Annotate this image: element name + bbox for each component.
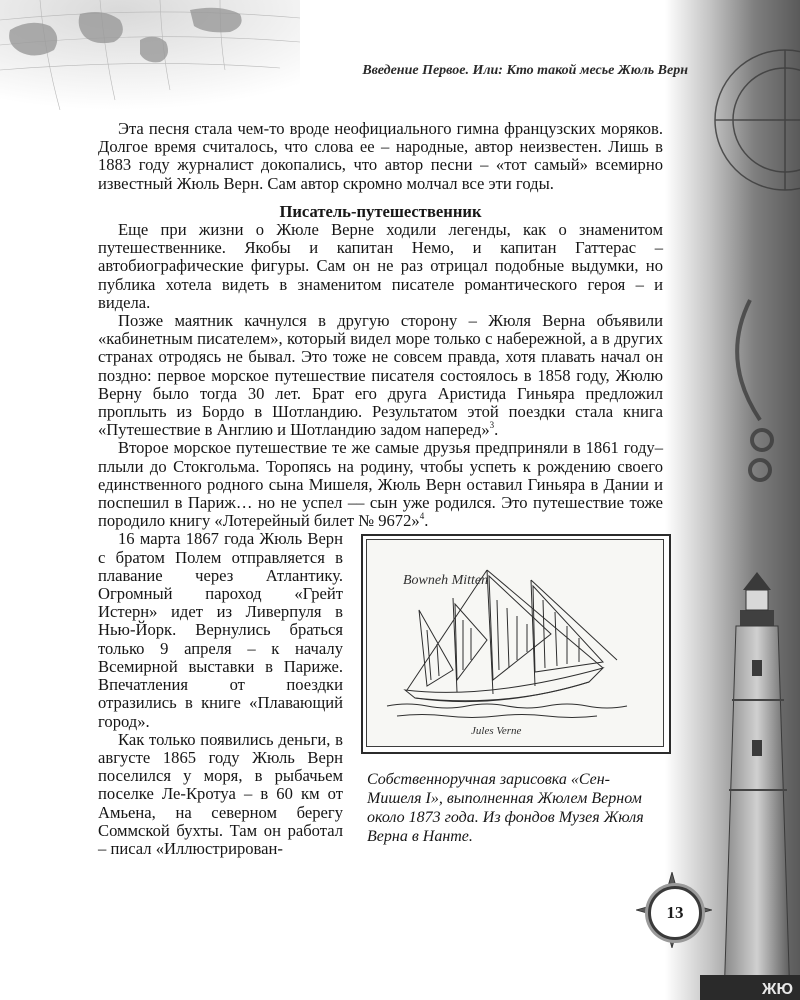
footnote-ref[interactable]: 4 [419, 510, 425, 521]
svg-text:ЖЮ: ЖЮ [762, 981, 793, 998]
paragraph: Как только появились деньги, в августе 1865 году Жюль Верн поселился у моря, в рыбачьем поселке Ле-Кротуа – в 60 км от Амьена, на северном берегу Соммской бухты. Там он работал – писал «Иллюстрирован- [98, 729, 343, 858]
paragraph-text: Второе морское путешествие те же самые друзья предприняли в 1861 году– плыли до Стокгольма. Торопясь на родину, чтобы успеть к рождению своего единственного родного сына Мишеля, Жюль Верн оставил Гиньяра в Дании и поспешил в Париж… но не успел –– сын уже родился. Это путешествие тоже породило книгу «Лотерейный билет № 9672» [98, 438, 663, 531]
page-number: 13 [666, 903, 684, 922]
figure [361, 534, 667, 846]
paragraph: 16 марта 1867 года Жюль Верн с братом Полем отправляется в плавание через Атлантику. Огромный пароход «Грейт Истерн» идет из Ливерпуля в Нью-Йорк. Вернулись браться только 9 апреля – к началу Всемирной выставки в Париже. Впечатления от поездки отразились в книге «Плавающий город». [98, 529, 343, 731]
paragraph: Еще при жизни о Жюле Верне ходили легенды, как о знаменитом путешественнике. Якобы и капитан Немо, и капитан Гаттерас – автобиографические фигуры. Сам он не раз отрицал подобные выдумки, но публика хотела видеть в знаменитом писателе романтического героя – и видела. [98, 220, 663, 312]
figure-caption: Собственноручная зарисовка «Сен-Мишеля I», выполненная Жюлем Верном около 1873 года. Из фондов Музея Жюля Верна в Нанте. [367, 771, 644, 846]
paragraph: Второе морское путешествие те же самые друзья предприняли в 1861 году– плыли до Стокгольма. Торопясь на родину, чтобы успеть к рождению своего единственного родного сына Мишеля, Жюль Верн оставил Гиньяра в Дании и поспешил в Париж… но не успел –– сын уже родился. Это путешествие тоже породило книгу «Лотерейный билет № 9672»$^4$. [98, 438, 663, 531]
sketch-signature: Jules Verne [471, 725, 522, 738]
sketch-label: Bowneh Mitten [403, 573, 489, 589]
running-head: Введение Первое. Или: Кто такой месье Жюль Верн [362, 63, 688, 78]
sailing-ship-drawing [367, 540, 663, 746]
ship-sketch [366, 539, 664, 747]
text-column [98, 120, 663, 858]
paragraph-text: Позже маятник качнулся в другую сторону – Жюля Верна объявили «кабинетным писателем», который видел море только с набережной, а в других странах отродясь не бывал. Это тоже не совсем правда, хотя плавать начал он поздно: первое морское путешествие писателя состоялось в 1858 году, Жюлю Верну было тогда 30 лет. Брат его друга Аристида Гиньяра предложил проплыть из Бордо в Шотландию. Результатом этой поездки стала книга «Путешествие в Англию и Шотландию задом наперед» [98, 311, 663, 440]
page-number-disc [648, 886, 702, 940]
world-map-decoration [0, 0, 300, 110]
section-heading: Писатель-путешественник [279, 201, 482, 221]
footnote-ref[interactable]: 3 [489, 419, 495, 430]
intro-paragraph: Эта песня стала чем-то вроде неофициального гимна французских моряков. Долгое время считалось, что слова ее – народные, автор неизвестен. Лишь в 1883 году журналист докопались, что автор песни – «тот самый» всемирно известный Жюль Верн. Сам автор скромно молчал все эти годы. [98, 119, 663, 193]
paragraph: Позже маятник качнулся в другую сторону – Жюля Верна объявили «кабинетным писателем», который видел море только с набережной, а в других странах отродясь не бывал. Это тоже не совсем правда, хотя плавать начал он поздно: первое морское путешествие писателя состоялось в 1858 году, Жюлю Верну было тогда 30 лет. Брат его друга Аристида Гиньяра предложил проплыть из Бордо в Шотландию. Результатом этой поездки стала книга «Путешествие в Англию и Шотландию задом наперед»$^3$. [98, 311, 663, 440]
sketch-frame [361, 534, 671, 754]
page-number-badge [636, 872, 712, 948]
